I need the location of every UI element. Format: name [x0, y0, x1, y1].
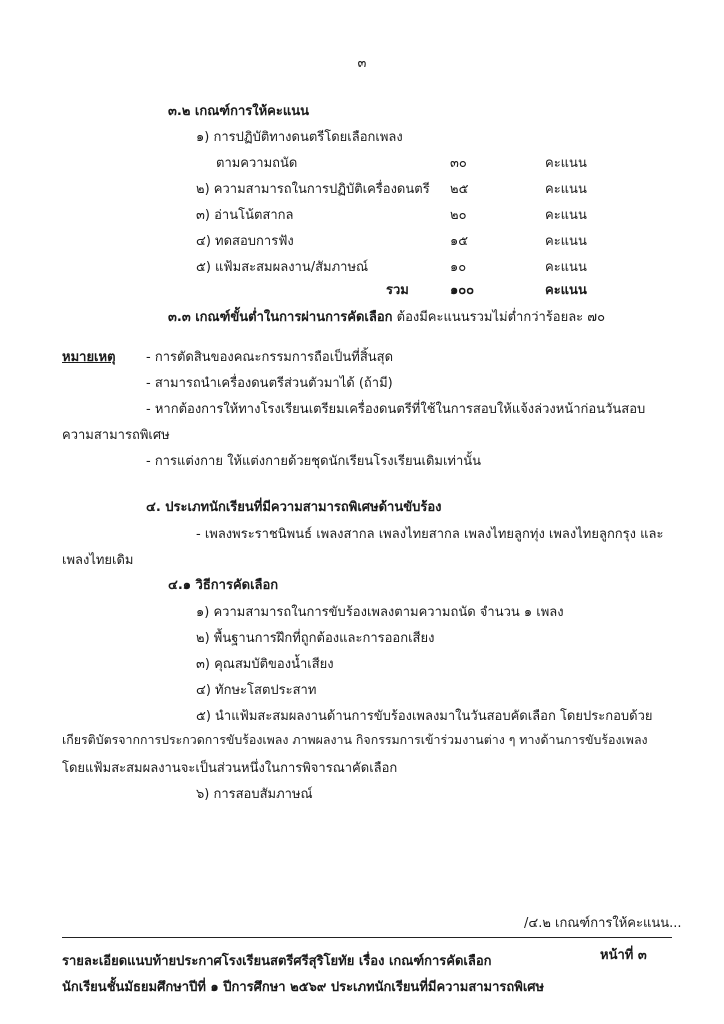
- section-4-desc-b: เพลงไทยเดิม: [62, 553, 134, 568]
- method-item-2: ๒) พื้นฐานการฝึกที่ถูกต้องและการออกเสียง: [196, 631, 435, 646]
- score-unit: คะแนน: [545, 182, 587, 197]
- remark-line-4: - การแต่งกาย ให้แต่งกายด้วยชุดนักเรียนโรงเรียนเดิมเท่านั้น: [146, 454, 482, 469]
- score-row: [0, 230, 724, 252]
- section-3-2-heading: ๓.๒ เกณฑ์การให้คะแนน: [168, 104, 309, 119]
- score-criterion: ๕) แฟ้มสะสมผลงาน/สัมภาษณ์: [196, 260, 369, 275]
- score-value: ๓๐: [450, 156, 467, 171]
- score-criterion: ๒) ความสามารถในการปฏิบัติเครื่องดนตรี: [196, 182, 430, 197]
- score-value: ๑๐: [450, 260, 467, 275]
- score-unit: คะแนน: [545, 208, 587, 223]
- score-total-label: รวม: [386, 283, 409, 298]
- score-row: [0, 204, 724, 226]
- footer-rule: [62, 937, 672, 938]
- score-total-row: [0, 279, 724, 301]
- score-value: ๒๐: [450, 208, 467, 223]
- continuation-note: /๔.๒ เกณฑ์การให้คะแนน...: [524, 916, 682, 931]
- footer-line-1: รายละเอียดแนบท้ายประกาศโรงเรียนสตรีศรีสุริโยทัย เรื่อง เกณฑ์การคัดเลือก: [62, 954, 492, 969]
- remark-line-3b: ความสามารถพิเศษ: [62, 428, 170, 443]
- page-number: ๓: [357, 56, 367, 71]
- score-row: [0, 126, 724, 148]
- method-item-5b: เกียรติบัตรจากการประกวดการขับร้องเพลง ภาพผลงาน กิจกรรมการเข้าร่วมงานต่าง ๆ ทางด้านการขับร้องเพลง: [62, 732, 648, 747]
- score-row: [0, 178, 724, 200]
- method-item-5c: โดยแฟ้มสะสมผลงานจะเป็นส่วนหนึ่งในการพิจารณาคัดเลือก: [62, 761, 398, 776]
- score-value: ๒๕: [450, 182, 469, 197]
- remark-line-1: - การตัดสินของคณะกรรมการถือเป็นที่สิ้นสุด: [146, 350, 394, 365]
- remark-line-2: - สามารถนำเครื่องดนตรีส่วนตัวมาได้ (ถ้ามี): [146, 376, 393, 391]
- score-value: ๑๕: [450, 234, 469, 249]
- section-3-3-heading: ๓.๓ เกณฑ์ขั้นต่ำในการผ่านการคัดเลือก: [168, 310, 393, 325]
- method-item-6: ๖) การสอบสัมภาษณ์: [196, 787, 313, 802]
- score-criterion: ตามความถนัด: [216, 156, 298, 171]
- score-criterion: ๔) ทดสอบการฟัง: [196, 234, 294, 249]
- section-3-3-text: ต้องมีคะแนนรวมไม่ต่ำกว่าร้อยละ ๗๐: [396, 310, 606, 325]
- score-criterion: ๑) การปฏิบัติทางดนตรีโดยเลือกเพลง: [196, 130, 403, 145]
- footer-line-2: นักเรียนชั้นมัธยมศึกษาปีที่ ๑ ปีการศึกษา ๒๕๖๙ ประเภทนักเรียนที่มีความสามารถพิเศษ: [62, 980, 545, 995]
- score-unit: คะแนน: [545, 260, 587, 275]
- score-row: [0, 152, 724, 174]
- section-4-desc-a: - เพลงพระราชนิพนธ์ เพลงสากล เพลงไทยสากล เพลงไทยลูกทุ่ง เพลงไทยลูกกรุง และ: [196, 527, 664, 542]
- score-total-unit: คะแนน: [545, 283, 587, 298]
- section-4-1-heading: ๔.๑ วิธีการคัดเลือก: [168, 578, 279, 593]
- score-row: [0, 256, 724, 278]
- footer-page-label: หน้าที่ ๓: [600, 948, 647, 963]
- method-item-5a: ๕) นำแฟ้มสะสมผลงานด้านการขับร้องเพลงมาในวันสอบคัดเลือก โดยประกอบด้วย: [196, 709, 653, 724]
- score-unit: คะแนน: [545, 156, 587, 171]
- score-unit: คะแนน: [545, 234, 587, 249]
- section-3-3: [168, 306, 605, 327]
- score-total-value: ๑๐๐: [450, 283, 475, 298]
- remarks-label: หมายเหตุ: [62, 350, 116, 365]
- section-4-heading: ๔. ประเภทนักเรียนที่มีความสามารถพิเศษด้านขับร้อง: [146, 500, 442, 515]
- method-item-3: ๓) คุณสมบัติของน้ำเสียง: [196, 657, 334, 672]
- method-item-4: ๔) ทักษะโสตประสาท: [196, 683, 317, 698]
- score-criterion: ๓) อ่านโน้ตสากล: [196, 208, 294, 223]
- remark-line-3a: - หากต้องการให้ทางโรงเรียนเตรียมเครื่องดนตรีที่ใช้ในการสอบให้แจ้งล่วงหน้าก่อนวันสอบ: [146, 402, 646, 417]
- method-item-1: ๑) ความสามารถในการขับร้องเพลงตามความถนัด จำนวน ๑ เพลง: [196, 605, 564, 620]
